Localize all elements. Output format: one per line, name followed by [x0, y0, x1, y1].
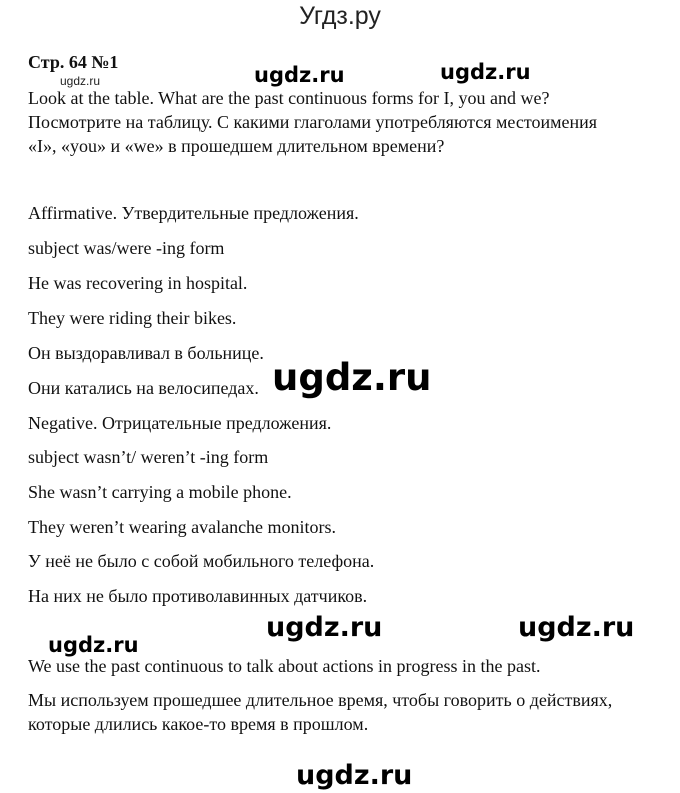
site-title: Угдз.ру [299, 2, 381, 30]
watermark: ugdz.ru [266, 612, 383, 643]
usage-paragraph-ru [28, 688, 612, 736]
translation-line: Они катались на велосипедах. [28, 378, 259, 398]
negative-heading: Negative. Отрицательные предложения. [28, 413, 332, 433]
example-line: He was recovering in hospital. [28, 273, 248, 293]
watermark: ugdz.ru [48, 633, 139, 657]
intro-line-en: Look at the table. What are the past continuous forms for I, you and we? [28, 88, 550, 108]
intro-line-ru-1: Посмотрите на таблицу. С какими глаголами употребляются местоимения [28, 112, 598, 132]
affirmative-heading: Affirmative. Утвердительные предложения. [28, 203, 359, 223]
negative-pattern: subject wasn’t/ weren’t -ing form [28, 447, 269, 467]
watermark: ugdz.ru [518, 612, 635, 643]
watermark-small: ugdz.ru [60, 74, 101, 88]
translation-line: Он выздоравливал в больнице. [28, 343, 264, 363]
affirmative-pattern: subject was/were -ing form [28, 238, 225, 258]
watermark: ugdz.ru [254, 63, 345, 87]
usage-line-ru-2: которые длились какое-то время в прошлом. [28, 714, 369, 734]
translation-line: На них не было противолавинных датчиков. [28, 586, 368, 606]
translation-line: У неё не было с собой мобильного телефона. [28, 551, 375, 571]
example-line: They were riding their bikes. [28, 308, 237, 328]
watermark: ugdz.ru [440, 60, 531, 84]
page-heading: Стр. 64 №1 [28, 52, 119, 72]
usage-line-en: We use the past continuous to talk about actions in progress in the past. [28, 656, 541, 676]
usage-line-ru-1: Мы используем прошедшее длительное время, чтобы говорить о действиях, [28, 690, 613, 710]
intro-paragraph [28, 86, 597, 158]
example-line: She wasn’t carrying a mobile phone. [28, 482, 292, 502]
watermark: ugdz.ru [296, 760, 413, 791]
example-line: They weren’t wearing avalanche monitors. [28, 517, 337, 537]
intro-line-ru-2: «I», «you» и «we» в прошедшем длительном времени? [28, 136, 445, 156]
watermark-large: ugdz.ru [272, 356, 432, 399]
